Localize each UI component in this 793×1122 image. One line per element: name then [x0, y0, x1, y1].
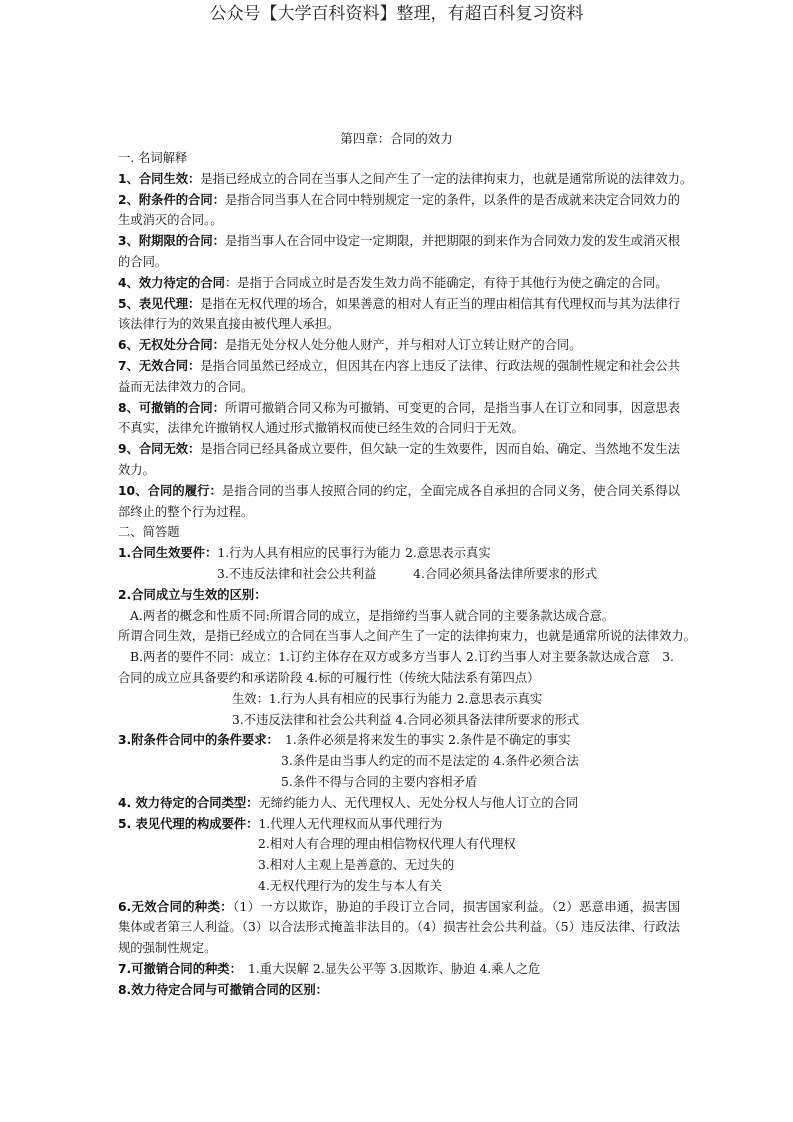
- term-heading: 9、合同无效：: [118, 442, 201, 457]
- text-line: [118, 751, 680, 772]
- text-line: [118, 190, 680, 211]
- line-text: 3.相对人主观上是善意的、无过失的: [258, 858, 455, 873]
- term-heading: 6.无效合同的种类：: [118, 899, 233, 914]
- line-text: 集体或者第三人利益。（3）以合法形式掩盖非法目的。（4）损害社会公共利益。（5）违反法律、行政法: [118, 920, 680, 935]
- line-text: 无缔约能力人、无代理权人、无处分权人与他人订立的合同: [258, 795, 579, 810]
- line-text: ：是指于合同成立时是否发生效力尚不能确定，有待于其他行为使之确定的合同。: [224, 275, 668, 290]
- line-text: 5.条件不得与合同的主要内容相矛盾: [281, 774, 478, 789]
- text-line: [118, 439, 680, 460]
- line-text: 益而无法律效力的合同。: [118, 379, 254, 394]
- line-text: 3.不违反法律和社会公共利益 4.合同必须具备法律所要求的形式: [217, 566, 598, 581]
- line-text: 是指已经成立的合同在当事人之间产生了一定的法律拘束力，也就是通常所说的法律效力。: [200, 171, 693, 186]
- line-text: 3.不违反法律和社会公共利益 4.合同必须具备法律所要求的形式: [232, 712, 580, 727]
- term-heading: 8、可撤销的合同：: [118, 400, 225, 415]
- line-text: 不真实，法律允许撤销权人通过形式撤销权而使已经生效的合同归于无效。: [118, 421, 524, 436]
- text-line: [118, 252, 680, 273]
- term-heading: 6、无权处分合同：: [118, 338, 225, 353]
- text-line: [118, 772, 680, 793]
- term-heading: 5. 表见代理的构成要件：: [118, 816, 259, 831]
- term-heading: 7、无效合同：: [118, 358, 201, 373]
- text-line: [118, 710, 680, 731]
- text-line: [118, 418, 680, 439]
- line-text: A.两者的概念和性质不同:所谓合同的成立，是指缔约当事人就合同的主要条款达成合意。: [130, 608, 615, 623]
- line-text: 一. 名词解释: [118, 151, 188, 165]
- text-line: [118, 980, 680, 1001]
- line-text: 是指合同当事人在合同中特别规定一定的条件，以条件的是否成就来决定合同效力的: [224, 192, 680, 207]
- line-text: 规的强制性规定。: [118, 941, 217, 956]
- term-heading: 5、表见代理：: [118, 296, 201, 311]
- line-text: B.两者的要件不同：成立：1.订约主体存在双方或多方当事人 2.订约当事人对主要条款达成合意 3.: [130, 650, 674, 665]
- line-text: 效力。: [118, 462, 155, 477]
- text-line: [118, 481, 680, 502]
- line-text: 生或消灭的合同。。: [118, 213, 223, 228]
- line-text: 是指合同已经具备成立要件，但欠缺一定的生效要件，因而自始、确定、当然地不发生法: [200, 442, 680, 457]
- line-text: 部终止的整个行为过程。: [118, 504, 254, 519]
- term-heading: 7.可撤销合同的种类：: [118, 962, 236, 977]
- text-line: [118, 314, 680, 335]
- text-line: [118, 730, 680, 751]
- text-line: [118, 564, 680, 585]
- text-line: [118, 959, 680, 980]
- term-heading: 2、附条件的合同：: [118, 192, 225, 207]
- text-line: [118, 606, 680, 627]
- term-heading: 3、附期限的合同：: [118, 234, 225, 249]
- line-text: 二、简答题: [118, 525, 180, 540]
- text-line: [118, 377, 680, 398]
- text-line: [118, 938, 680, 959]
- page-header-watermark: 公众号【大学百科资料】整理，有超百科复习资料: [209, 4, 584, 24]
- line-text: 是指在无权代理的场合，如果善意的相对人有正当的理由相信其有代理权而与其为法律行: [200, 296, 680, 311]
- text-line: [118, 814, 680, 835]
- term-heading: 1、合同生效：: [118, 171, 201, 186]
- line-text: 生效：1.行为人具有相应的民事行为能力 2.意思表示真实: [232, 691, 543, 706]
- line-text: 是指合同虽然已经成立，但因其在内容上违反了法律、行政法规的强制性规定和社会公共: [200, 358, 680, 373]
- term-heading: 4. 效力待定的合同类型：: [118, 795, 259, 810]
- line-text: 是指合同的当事人按照合同的约定，全面完成各自承担的合同义务，使合同关系得以: [221, 483, 680, 498]
- text-line: [118, 502, 680, 523]
- term-heading: 8.效力待定合同与可撤销合同的区别：: [118, 982, 328, 997]
- text-line: [118, 398, 680, 419]
- text-line: [118, 356, 680, 377]
- term-heading: 10、合同的履行：: [118, 483, 222, 498]
- line-text: 所谓可撤销合同又称为可撤销、可变更的合同，是指当事人在订立和同事，因意思表: [224, 400, 680, 415]
- term-heading: 4、效力待定的合同: [118, 275, 225, 290]
- line-text: 1.重大误解 2.显失公平等 3.因欺诈、胁迫 4.乘人之危: [235, 962, 541, 977]
- term-heading: 3.附条件合同中的条件要求：: [118, 733, 273, 748]
- text-line: [118, 834, 680, 855]
- line-text: 4.无权代理行为的发生与本人有关: [258, 878, 442, 893]
- text-line: [118, 585, 680, 606]
- text-line: [118, 169, 693, 190]
- line-text: 1.代理人无代理权而从事代理行为: [258, 816, 443, 831]
- text-line: [118, 273, 680, 294]
- line-text: 的合同。: [118, 254, 168, 269]
- text-line: [118, 231, 680, 252]
- text-line: [118, 460, 680, 481]
- line-text: 1.条件必须是将来发生的事实 2.条件是不确定的事实: [272, 733, 571, 748]
- line-text: 2.相对人有合理的理由相信物权代理人有代理权: [258, 837, 516, 852]
- text-line: [118, 793, 680, 814]
- text-line: [118, 647, 680, 668]
- text-line: [118, 626, 696, 647]
- line-text: 所谓合同生效，是指已经成立的合同在当事人之间产生了一定的法律拘束力，也就是通常所说的法律效力。: [118, 629, 696, 644]
- text-line: [118, 855, 680, 876]
- line-text: 该法律行为的效果直接由被代理人承担。: [118, 317, 340, 332]
- line-text: 是指当事人在合同中设定一定期限，并把期限的到来作为合同效力发的发生或消灭根: [224, 234, 680, 249]
- line-text: 是指无处分权人处分他人财产，并与相对人订立转让财产的合同。: [224, 338, 582, 353]
- chapter-title: 第四章：合同的效力: [340, 131, 453, 146]
- text-line: [118, 210, 680, 231]
- text-line: [118, 335, 680, 356]
- text-line: [118, 543, 680, 564]
- text-line: [118, 148, 680, 169]
- term-heading: 1.合同生效要件：: [118, 546, 218, 561]
- text-line: [118, 917, 680, 938]
- line-text: 3.条件是由当事人约定的而不是法定的 4.条件必须合法: [281, 754, 579, 769]
- term-heading: 2.合同成立与生效的区别：: [118, 587, 267, 602]
- text-line: [118, 522, 680, 543]
- line-text: （1）一方以欺诈，胁迫的手段订立合同，损害国家利益。（2）恶意串通，损害国: [232, 899, 680, 914]
- text-line: [118, 876, 680, 897]
- line-text: 合同的成立应具备要约和承诺阶段 4.标的可履行性（传统大陆法系有第四点）: [118, 670, 540, 685]
- text-line: [118, 897, 680, 918]
- text-line: [118, 668, 680, 689]
- text-line: [118, 294, 680, 315]
- document-body: [118, 148, 696, 1001]
- line-text: 1.行为人具有相应的民事行为能力 2.意思表示真实: [217, 546, 491, 561]
- text-line: [118, 689, 680, 710]
